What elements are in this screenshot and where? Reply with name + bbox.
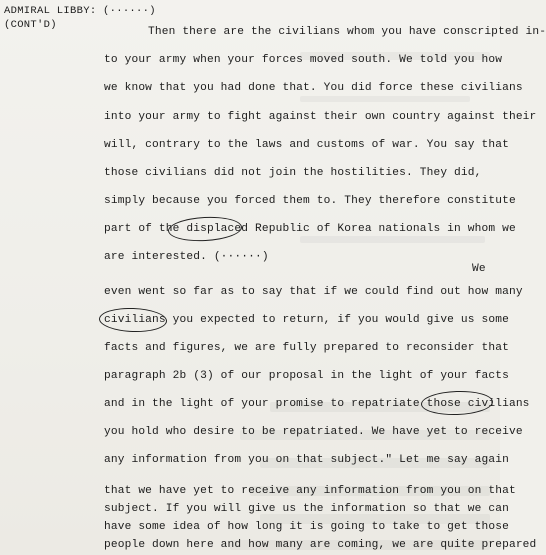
text-line: Then there are the civilians whom you have conscripted in- xyxy=(148,26,546,38)
text-line: those civilians did not join the hostilities. They did, xyxy=(104,167,482,179)
text-line: you hold who desire to be repatriated. We have yet to receive xyxy=(104,426,523,438)
text-line: people down here and how many are coming, we are quite prepared xyxy=(104,539,537,551)
speaker-name: ADMIRAL LIBBY: (······) xyxy=(4,5,156,17)
text-line: into your army to fight against their own country against their xyxy=(104,111,537,123)
text-line: any information from you on that subject." Let me say again xyxy=(104,454,509,466)
text-line: subject. If you will give us the information so that we can xyxy=(104,503,509,515)
text-line: simply because you forced them to. They therefore constitute xyxy=(104,195,516,207)
text-line: civilians you expected to return, if you would give us some xyxy=(104,314,509,326)
continued-label: (CONT'D) xyxy=(4,19,57,31)
text-line: paragraph 2b (3) of our proposal in the light of your facts xyxy=(104,370,509,382)
text-line: We xyxy=(472,263,486,275)
text-line: have some idea of how long it is going to take to get those xyxy=(104,521,509,533)
text-line: will, contrary to the laws and customs of war. You say that xyxy=(104,139,509,151)
text-line: part of the displaced Republic of Korea nationals in whom we xyxy=(104,223,516,235)
text-line: to your army when your forces moved south. We told you how xyxy=(104,54,503,66)
text-line: and in the light of your promise to repatriate those civilians xyxy=(104,398,530,410)
text-line: facts and figures, we are fully prepared to reconsider that xyxy=(104,342,509,354)
text-line: even went so far as to say that if we could find out how many xyxy=(104,286,523,298)
text-line: we know that you had done that. You did force these civilians xyxy=(104,82,523,94)
text-line: that we have yet to receive any information from you on that xyxy=(104,485,516,497)
text-line: are interested. (······) xyxy=(104,251,269,263)
